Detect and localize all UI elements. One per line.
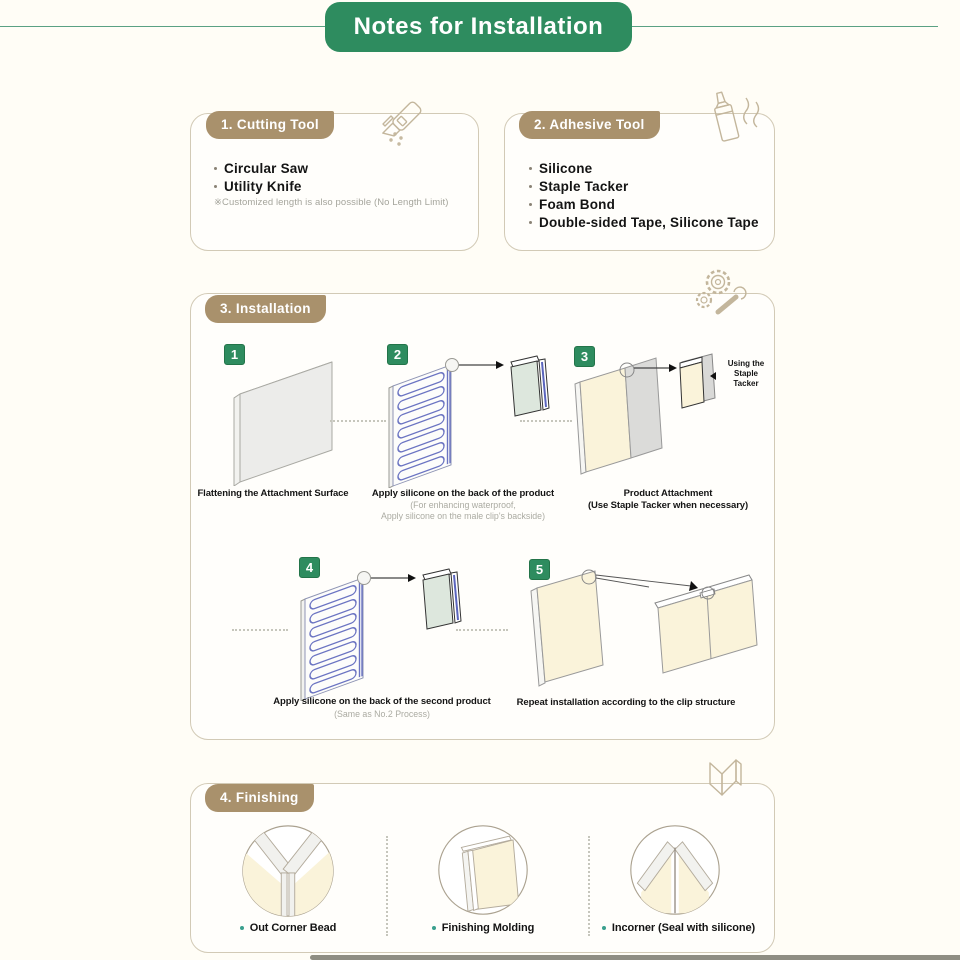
- step-2-caption: Apply silicone on the back of the product: [371, 488, 555, 499]
- dotted-separator: [232, 629, 288, 631]
- out-corner-bead-diagram: [240, 823, 336, 919]
- installation-badge: 3. Installation: [205, 295, 326, 323]
- adhesive-tool-badge: 2. Adhesive Tool: [519, 111, 660, 139]
- list-item: Double-sided Tape, Silicone Tape: [529, 213, 759, 231]
- step-1-caption: Flattening the Attachment Surface: [197, 488, 349, 499]
- step-3-attachment-diagram: [570, 346, 720, 486]
- step-4-caption: Apply silicone on the back of the second product: [273, 696, 491, 707]
- list-item: Circular Saw: [214, 159, 308, 177]
- bullet-dot: [529, 221, 532, 224]
- step-3-caption: Product Attachment (Use Staple Tacker when necessary): [587, 488, 749, 511]
- step-2-silicone-diagram: [383, 348, 563, 488]
- page-title: Notes for Installation: [325, 2, 632, 52]
- cutting-tool-badge: 1. Cutting Tool: [206, 111, 334, 139]
- step-5-clip-structure-diagram: [523, 561, 773, 693]
- corner-trim-icon: [702, 757, 754, 807]
- silicone-tube-icon: [698, 86, 768, 148]
- step-5-number: 5: [529, 559, 550, 580]
- length-note: ※Customized length is also possible (No Length Limit): [214, 197, 449, 208]
- utility-knife-icon: [375, 90, 445, 150]
- bullet-dot: [529, 167, 532, 170]
- bullet-dot: [529, 185, 532, 188]
- gear-wrench-icon: [694, 266, 754, 324]
- step-4-number: 4: [299, 557, 320, 578]
- finishing-molding-diagram: [436, 823, 530, 917]
- step-3-number: 3: [574, 346, 595, 367]
- incorner-label: Incorner (Seal with silicone): [596, 922, 761, 934]
- list-item: Foam Bond: [529, 195, 759, 213]
- list-item: Silicone: [529, 159, 759, 177]
- incorner-diagram: [628, 823, 722, 917]
- next-section-edge: [310, 955, 960, 960]
- dotted-separator: [330, 420, 386, 422]
- bullet-dot: [432, 926, 436, 930]
- out-corner-bead-label: Out Corner Bead: [228, 922, 348, 934]
- bullet-dot: [602, 926, 606, 930]
- dotted-separator: [520, 420, 572, 422]
- dotted-separator: [456, 629, 508, 631]
- step-1-number: 1: [224, 344, 245, 365]
- staple-tacker-annotation: Using the Staple Tacker: [727, 359, 765, 388]
- finishing-molding-label: Finishing Molding: [418, 922, 548, 934]
- step-2-subcaption: (For enhancing waterproof, Apply silicone on the male clip's backside): [380, 500, 545, 521]
- step-2-number: 2: [387, 344, 408, 365]
- step-4-subcaption: (Same as No.2 Process): [334, 709, 430, 719]
- finishing-badge: 4. Finishing: [205, 784, 314, 812]
- list-item: Staple Tacker: [529, 177, 759, 195]
- adhesive-tool-list: [529, 159, 759, 231]
- dotted-separator: [588, 836, 590, 936]
- bullet-dot: [214, 185, 217, 188]
- bullet-dot: [214, 167, 217, 170]
- step-5-caption: Repeat installation according to the clip structure: [516, 697, 736, 708]
- list-item: Utility Knife: [214, 177, 308, 195]
- bullet-dot: [529, 203, 532, 206]
- dotted-separator: [386, 836, 388, 936]
- step-1-flat-panel-diagram: [228, 350, 350, 486]
- step-4-silicone-diagram: [295, 561, 475, 701]
- cutting-tool-list: [214, 159, 308, 195]
- bullet-dot: [240, 926, 244, 930]
